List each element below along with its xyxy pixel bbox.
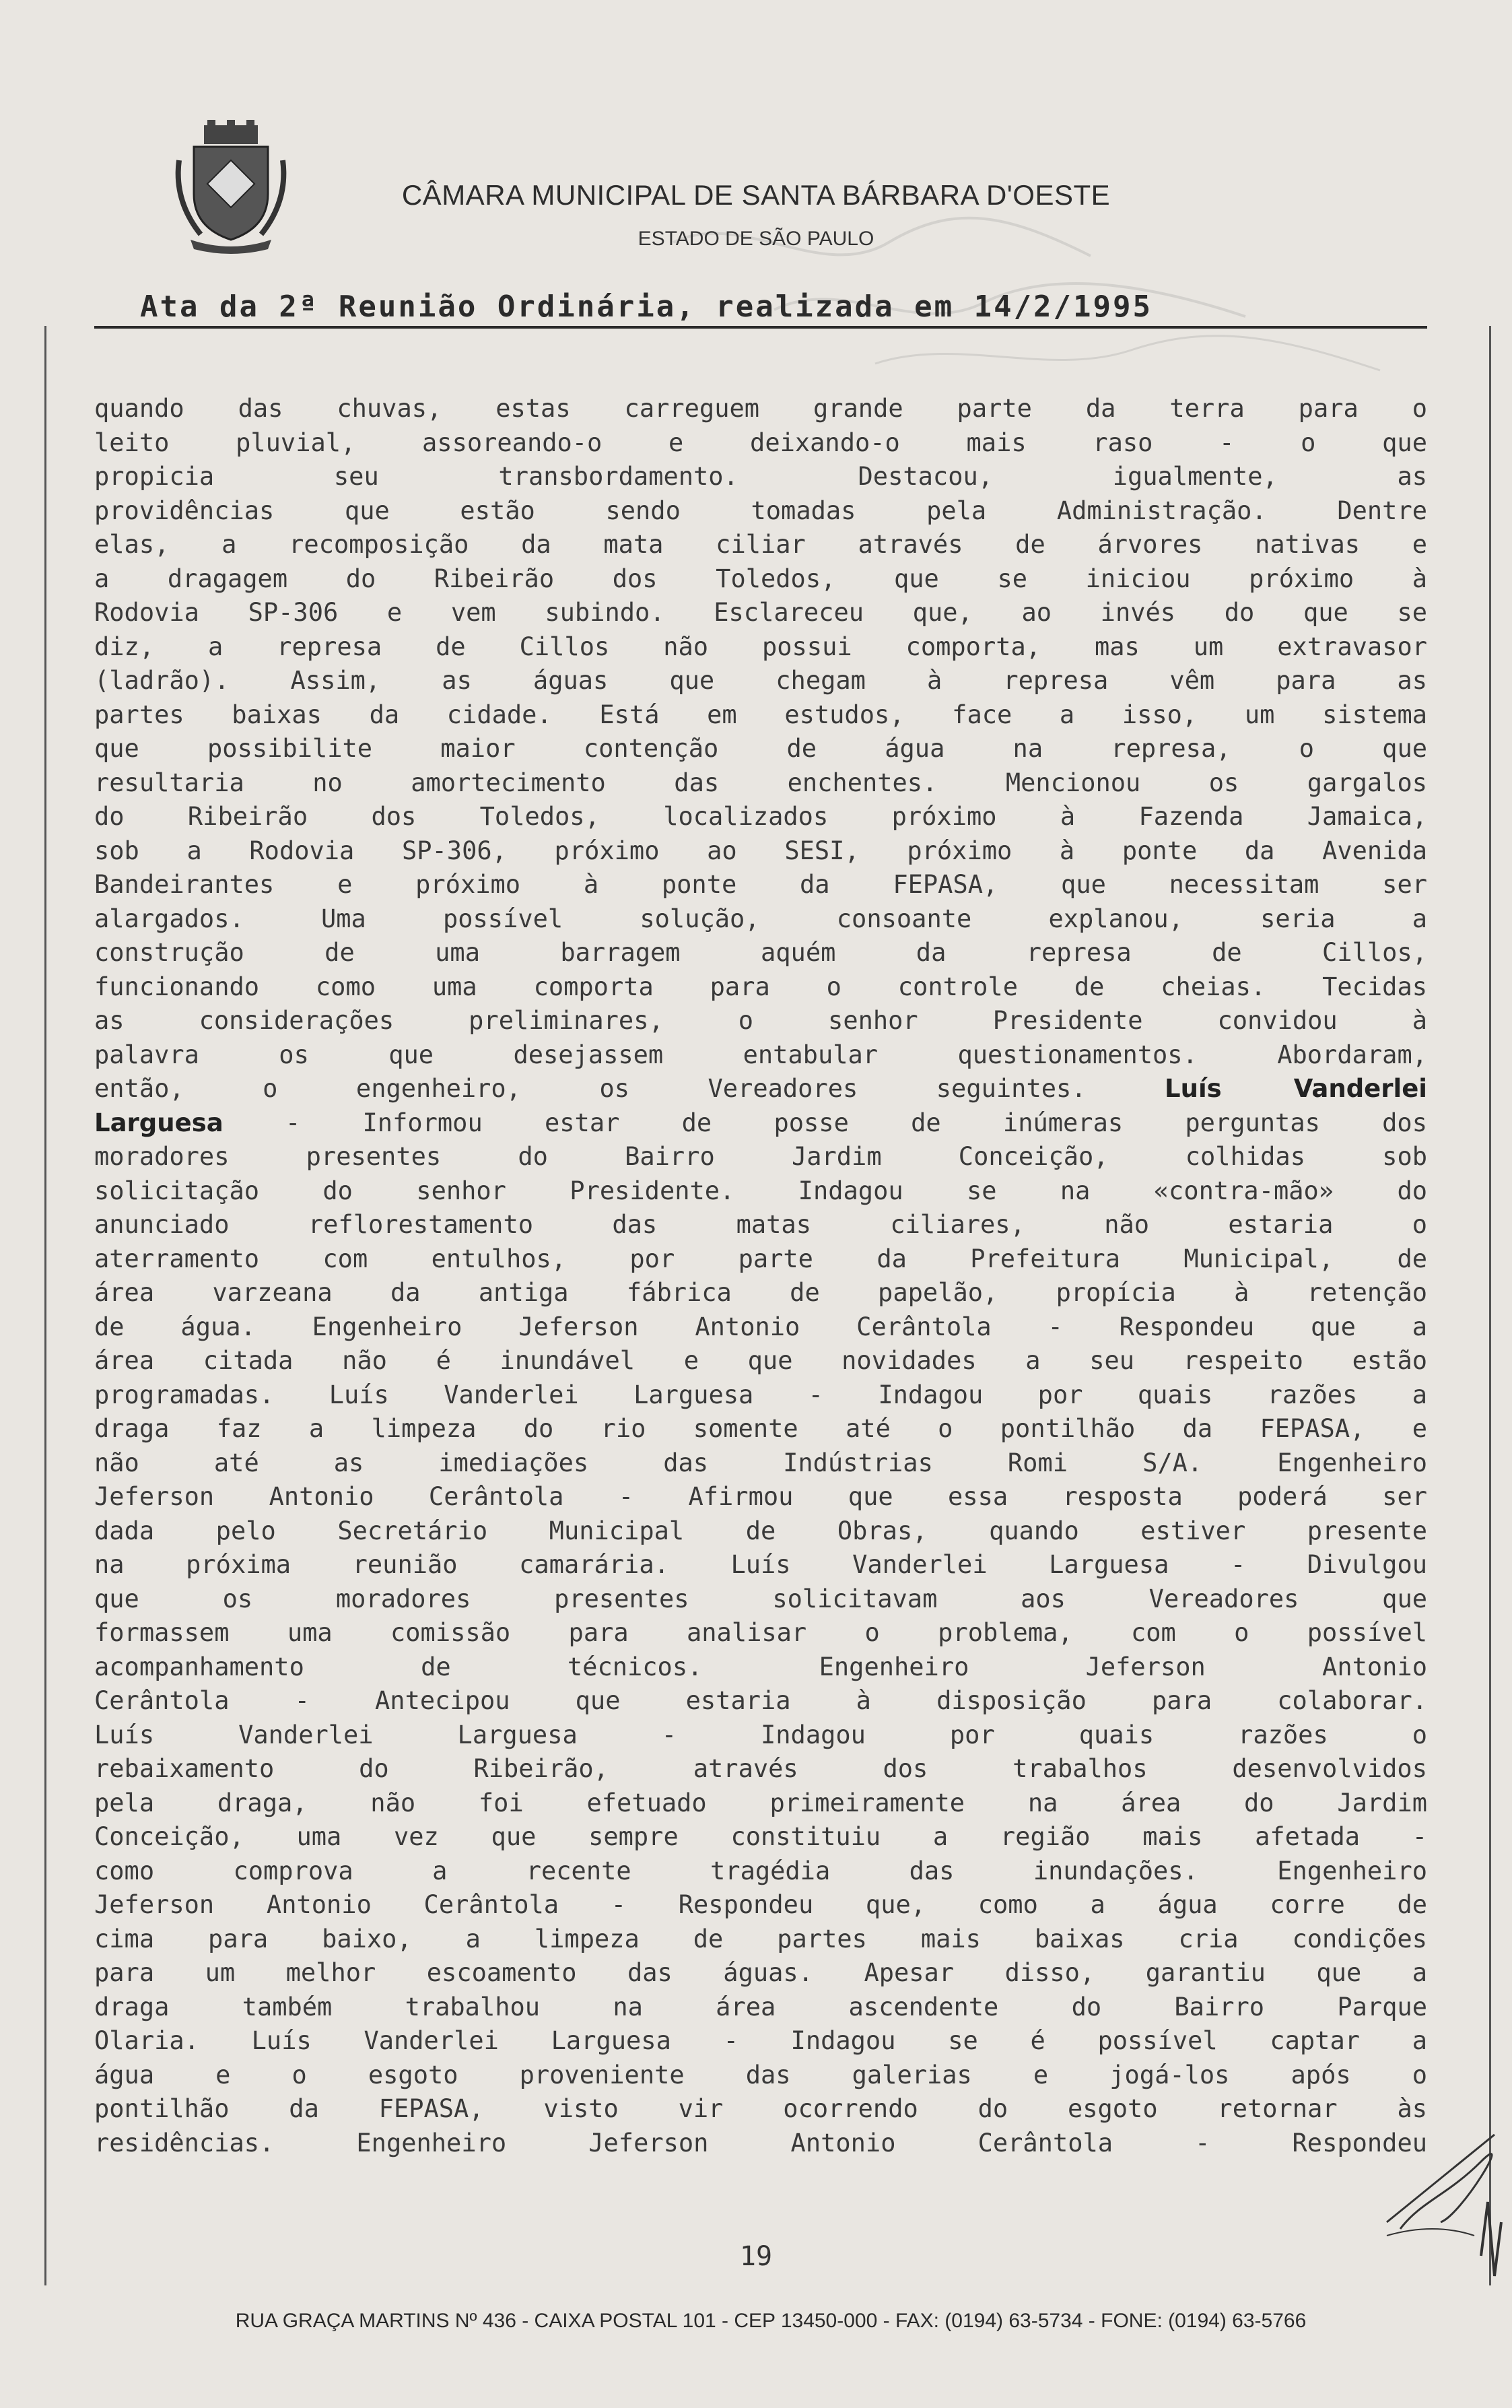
body-line: [94, 1616, 1427, 1650]
body-line: [94, 970, 1427, 1005]
body-line-text: na próxima reunião camarária. Luís Vanderlei Larguesa - Divulgou: [94, 1550, 1427, 1579]
body-line-text: área varzeana da antiga fábrica de papelão, propícia à retenção: [94, 1278, 1427, 1307]
council-name: CÂMARA MUNICIPAL DE SANTA BÁRBARA D'OESTE: [401, 179, 1111, 211]
body-line-text: construção de uma barragem aquém da represa de Cillos,: [94, 938, 1427, 967]
body-line: [94, 1786, 1427, 1821]
body-line: [94, 460, 1427, 494]
body-line: [94, 1548, 1427, 1582]
right-margin-rule: [1489, 326, 1491, 2285]
body-line-text: elas, a recomposição da mata ciliar através de árvores nativas e: [94, 530, 1427, 559]
body-line-text: sob a Rodovia SP-306, próximo ao SESI, próximo à ponte da Avenida: [94, 836, 1427, 865]
body-line-text: residências. Engenheiro Jeferson Antonio Cerântola - Respondeu: [94, 2128, 1427, 2158]
title-rule: [94, 326, 1427, 329]
body-line: [94, 1378, 1427, 1413]
body-line-text: que possibilite maior contenção de água na represa, o que: [94, 734, 1427, 763]
body-line: [94, 1854, 1427, 1889]
body-line-text: para um melhor escoamento das águas. Apesar disso, garantiu que a: [94, 1958, 1427, 1987]
body-line: [94, 1514, 1427, 1549]
body-line: [94, 426, 1427, 461]
body-line: [94, 1922, 1427, 1957]
body-line-text: então, o engenheiro, os Vereadores seguintes.: [94, 1074, 1165, 1103]
body-line: [94, 1276, 1427, 1310]
body-line: [94, 1038, 1427, 1073]
footer-address: RUA GRAÇA MARTINS Nº 436 - CAIXA POSTAL 101 - CEP 13450-000 - FAX: (0194) 63-5734 - FONE: (0194) 63-5766: [235, 2310, 1307, 2332]
body-line: [94, 1106, 1427, 1141]
body-line-text: aterramento com entulhos, por parte da Prefeitura Municipal, de: [94, 1244, 1427, 1273]
body-line-text: funcionando como uma comporta para o controle de cheias. Tecidas: [94, 972, 1427, 1001]
page-number: 19: [739, 2241, 773, 2272]
body-line-text: acompanhamento de técnicos. Engenheiro Jeferson Antonio: [94, 1652, 1427, 1681]
body-line-text: não até as imediações das Indústrias Romi S/A. Engenheiro: [94, 1448, 1427, 1477]
body-line-text: Jeferson Antonio Cerântola - Respondeu que, como a água corre de: [94, 1890, 1427, 1919]
state-name: ESTADO DE SÃO PAULO: [638, 228, 874, 250]
body-line: [94, 902, 1427, 937]
body-line: [94, 868, 1427, 902]
body-line-text: que os moradores presentes solicitavam aos Vereadores que: [94, 1584, 1427, 1613]
body-line: [94, 1310, 1427, 1345]
body-line: [94, 664, 1427, 698]
body-line: [94, 1344, 1427, 1378]
body-line-text: alargados. Uma possível solução, consoante explanou, seria a: [94, 904, 1427, 933]
speaker-name: Larguesa: [94, 1108, 224, 1137]
body-line: [94, 2127, 1427, 2161]
body-line-text: cima para baixo, a limpeza de partes mais baixas cria condições: [94, 1924, 1427, 1953]
body-line-text: anunciado reflorestamento das matas ciliares, não estaria o: [94, 1210, 1427, 1239]
body-line-text: Cerântola - Antecipou que estaria à disposição para colaborar.: [94, 1686, 1427, 1715]
body-line-text: Rodovia SP-306 e vem subindo. Esclareceu que, ao invés do que se: [94, 598, 1427, 627]
body-line-text: rebaixamento do Ribeirão, através dos trabalhos desenvolvidos: [94, 1754, 1427, 1783]
body-line: [94, 1718, 1427, 1753]
body-line: [94, 1140, 1427, 1174]
body-line-text: como comprova a recente tragédia das inundações. Engenheiro: [94, 1856, 1427, 1885]
body-line: [94, 1956, 1427, 1991]
body-line: [94, 1072, 1427, 1106]
handwritten-signature: [1380, 2121, 1508, 2296]
body-line: [94, 2092, 1427, 2127]
body-line: [94, 936, 1427, 970]
body-line-text: de água. Engenheiro Jeferson Antonio Cerântola - Respondeu que a: [94, 1312, 1427, 1341]
body-line: [94, 2059, 1427, 2093]
minutes-body: [94, 392, 1427, 2160]
body-line-text: palavra os que desejassem entabular questionamentos. Abordaram,: [94, 1040, 1427, 1069]
body-line-text: área citada não é inundável e que novidades a seu respeito estão: [94, 1346, 1427, 1375]
body-line: [94, 1888, 1427, 1922]
body-line: [94, 800, 1427, 834]
body-line-text: formassem uma comissão para analisar o problema, com o possível: [94, 1618, 1427, 1647]
body-line-text: partes baixas da cidade. Está em estudos, face a isso, um sistema: [94, 700, 1427, 729]
body-line-text: propicia seu transbordamento. Destacou, igualmente, as: [94, 462, 1427, 491]
body-line: [94, 1208, 1427, 1242]
body-line: [94, 528, 1427, 562]
body-line-text: Jeferson Antonio Cerântola - Afirmou que essa resposta poderá ser: [94, 1482, 1427, 1511]
body-line-text: (ladrão). Assim, as águas que chegam à represa vêm para as: [94, 666, 1427, 695]
body-line: [94, 2024, 1427, 2059]
body-line: [94, 1650, 1427, 1685]
body-line: [94, 392, 1427, 426]
body-line-text: moradores presentes do Bairro Jardim Conceição, colhidas sob: [94, 1142, 1427, 1171]
body-line-text: dada pelo Secretário Municipal de Obras, quando estiver presente: [94, 1516, 1427, 1545]
body-line: [94, 732, 1427, 766]
body-line-text: pontilhão da FEPASA, visto vir ocorrendo do esgoto retornar às: [94, 2094, 1427, 2123]
body-line-text: Bandeirantes e próximo à ponte da FEPASA, que necessitam ser: [94, 870, 1427, 899]
body-line-text: providências que estão sendo tomadas pela Administração. Dentre: [94, 496, 1427, 525]
body-line: [94, 834, 1427, 869]
body-line: [94, 1991, 1427, 2025]
body-line: [94, 1412, 1427, 1446]
body-line-text: água e o esgoto proveniente das galerias e jogá-los após o: [94, 2060, 1427, 2089]
body-line: [94, 1004, 1427, 1038]
body-line: [94, 698, 1427, 733]
body-line-text: a dragagem do Ribeirão dos Toledos, que se iniciou próximo à: [94, 564, 1427, 593]
body-line: [94, 596, 1427, 630]
body-line-text: solicitação do senhor Presidente. Indagou se na «contra-mão» do: [94, 1176, 1427, 1205]
body-line: [94, 1242, 1427, 1277]
body-line: [94, 1582, 1427, 1617]
body-line: [94, 494, 1427, 529]
body-line-text: quando das chuvas, estas carreguem grande parte da terra para o: [94, 394, 1427, 423]
body-line-text: as considerações preliminares, o senhor Presidente convidou à: [94, 1006, 1427, 1035]
body-line: [94, 562, 1427, 597]
body-line: [94, 1752, 1427, 1786]
body-line: [94, 630, 1427, 665]
body-line-text: diz, a represa de Cillos não possui comporta, mas um extravasor: [94, 632, 1427, 661]
body-line-text: resultaria no amortecimento das enchentes. Mencionou os gargalos: [94, 768, 1427, 797]
body-line-text: draga também trabalhou na área ascendente do Bairro Parque: [94, 1992, 1427, 2021]
body-line: [94, 1174, 1427, 1209]
body-line: [94, 1446, 1427, 1481]
body-line-text: Olaria. Luís Vanderlei Larguesa - Indagou se é possível captar a: [94, 2026, 1427, 2055]
body-line-text: do Ribeirão dos Toledos, localizados próximo à Fazenda Jamaica,: [94, 802, 1427, 831]
left-margin-rule: [44, 326, 46, 2285]
body-line-text: draga faz a limpeza do rio somente até o pontilhão da FEPASA, e: [94, 1414, 1427, 1443]
body-line-text: programadas. Luís Vanderlei Larguesa - Indagou por quais razões a: [94, 1380, 1427, 1409]
body-line: [94, 1820, 1427, 1854]
body-line: [94, 766, 1427, 801]
body-line-text: pela draga, não foi efetuado primeiramente na área do Jardim: [94, 1788, 1427, 1817]
body-line-text: - Informou estar de posse de inúmeras perguntas dos: [223, 1108, 1427, 1137]
speaker-name: Luís Vanderlei: [1165, 1074, 1427, 1103]
body-line-text: Luís Vanderlei Larguesa - Indagou por quais razões o: [94, 1720, 1427, 1749]
body-line-text: leito pluvial, assoreando-o e deixando-o mais raso - o que: [94, 428, 1427, 457]
minutes-title: Ata da 2ª Reunião Ordinária, realizada em 14/2/1995: [140, 290, 1153, 324]
body-line: [94, 1684, 1427, 1718]
body-line: [94, 1480, 1427, 1514]
body-line-text: Conceição, uma vez que sempre constituiu a região mais afetada -: [94, 1822, 1427, 1851]
